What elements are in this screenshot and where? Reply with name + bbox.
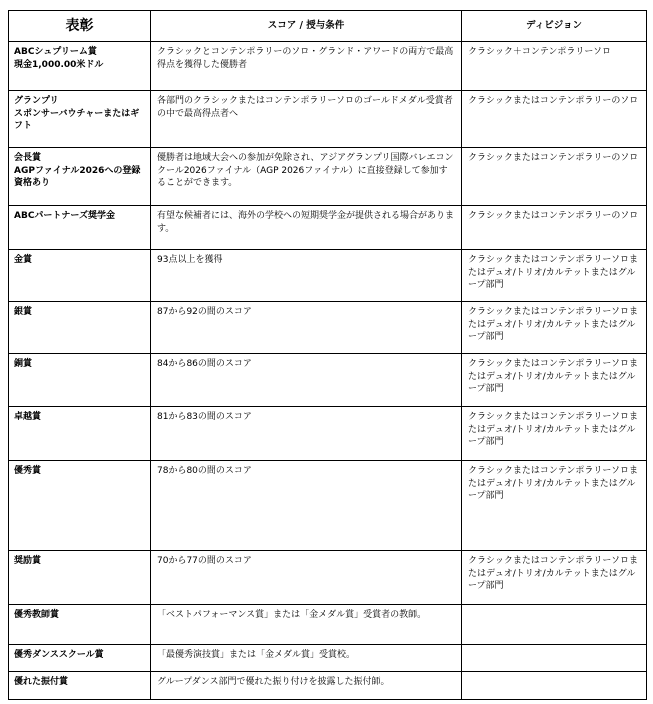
award-name — [9, 42, 151, 91]
award-criteria: 81から83の間のスコア — [151, 407, 462, 461]
award-name — [9, 250, 151, 302]
header-row — [9, 11, 647, 42]
award-name-line: 銅賞 — [14, 359, 33, 369]
award-name — [9, 407, 151, 461]
award-division: クラシックまたはコンテンポラリーソロまたはデュオ/トリオ/カルテットまたはグループ部門 — [462, 302, 647, 354]
award-criteria: グループダンス部門で優れた振り付けを披露した振付師。 — [151, 672, 462, 700]
award-criteria: 78から80の間のスコア — [151, 461, 462, 551]
award-division — [462, 672, 647, 700]
table-row — [9, 250, 647, 302]
award-criteria: 各部門のクラシックまたはコンテンポラリーソロのゴールドメダル受賞者の中で最高得点者へ — [151, 91, 462, 148]
award-name — [9, 551, 151, 605]
award-name — [9, 672, 151, 700]
award-name — [9, 302, 151, 354]
table-row — [9, 206, 647, 250]
table-row — [9, 407, 647, 461]
award-criteria: 有望な候補者には、海外の学校への短期奨学金が提供される場合があります。 — [151, 206, 462, 250]
table-row — [9, 91, 647, 148]
award-name-line: 銀賞 — [14, 307, 33, 317]
table-row — [9, 672, 647, 700]
award-name — [9, 645, 151, 672]
award-name-line: 会長賞 — [14, 153, 42, 163]
award-criteria: 「最優秀演技賞」または「金メダル賞」受賞校。 — [151, 645, 462, 672]
award-name-line: ABCシュプリーム賞 — [14, 47, 97, 57]
award-criteria: 87から92の間のスコア — [151, 302, 462, 354]
award-division — [462, 605, 647, 645]
award-name-line: 優秀賞 — [14, 466, 42, 476]
award-name-line: 金賞 — [14, 255, 33, 265]
award-name-line: ABCパートナーズ奨学金 — [14, 211, 115, 221]
award-name — [9, 605, 151, 645]
award-name-line: 優秀ダンススクール賞 — [14, 650, 104, 660]
award-division: クラシック＋コンテンポラリーソロ — [462, 42, 647, 91]
award-division: クラシックまたはコンテンポラリーソロまたはデュオ/トリオ/カルテットまたはグループ部門 — [462, 551, 647, 605]
award-criteria: クラシックとコンテンポラリーのソロ・グランド・アワードの両方で最高得点を獲得した優勝者 — [151, 42, 462, 91]
award-name — [9, 461, 151, 551]
award-name — [9, 91, 151, 148]
award-table — [8, 10, 647, 700]
award-criteria: 93点以上を獲得 — [151, 250, 462, 302]
table-row — [9, 605, 647, 645]
table-row — [9, 645, 647, 672]
award-division — [462, 645, 647, 672]
table-row — [9, 302, 647, 354]
award-name-line: AGPファイナル2026への登録資格あり — [14, 165, 141, 188]
table-row — [9, 42, 647, 91]
award-name-line: 優秀教師賞 — [14, 610, 60, 620]
award-criteria: 70から77の間のスコア — [151, 551, 462, 605]
award-name — [9, 354, 151, 407]
table-row — [9, 551, 647, 605]
header-criteria: スコア / 授与条件 — [151, 11, 462, 42]
award-division: クラシックまたはコンテンポラリーソロまたはデュオ/トリオ/カルテットまたはグループ部門 — [462, 461, 647, 551]
header-division: ディビジョン — [462, 11, 647, 42]
award-name-line: スポンサーバウチャーまたはギフト — [14, 108, 140, 131]
award-name-line: 優れた振付賞 — [14, 677, 69, 687]
table-row — [9, 461, 647, 551]
award-division: クラシックまたはコンテンポラリーのソロ — [462, 91, 647, 148]
header-award: 表彰 — [9, 11, 151, 42]
table-row — [9, 354, 647, 407]
award-division: クラシックまたはコンテンポラリーソロまたはデュオ/トリオ/カルテットまたはグループ部門 — [462, 354, 647, 407]
award-criteria: 84から86の間のスコア — [151, 354, 462, 407]
award-division: クラシックまたはコンテンポラリーのソロ — [462, 206, 647, 250]
award-name-line: グランプリ — [14, 96, 59, 106]
award-division: クラシックまたはコンテンポラリーのソロ — [462, 148, 647, 206]
award-criteria: 「ベストパフォーマンス賞」または「金メダル賞」受賞者の教師。 — [151, 605, 462, 645]
award-division: クラシックまたはコンテンポラリーソロまたはデュオ/トリオ/カルテットまたはグループ部門 — [462, 407, 647, 461]
award-criteria: 優勝者は地域大会への参加が免除され、アジアグランプリ国際バレエコンクール2026ファイナル（AGP 2026ファイナル）に直接登録して参加することができます。 — [151, 148, 462, 206]
award-name — [9, 148, 151, 206]
award-name — [9, 206, 151, 250]
award-name-line: 卓越賞 — [14, 412, 42, 422]
award-division: クラシックまたはコンテンポラリーソロまたはデュオ/トリオ/カルテットまたはグループ部門 — [462, 250, 647, 302]
award-name-line: 奨励賞 — [14, 556, 42, 566]
table-row — [9, 148, 647, 206]
award-name-line: 現金1,000.00米ドル — [14, 59, 104, 70]
